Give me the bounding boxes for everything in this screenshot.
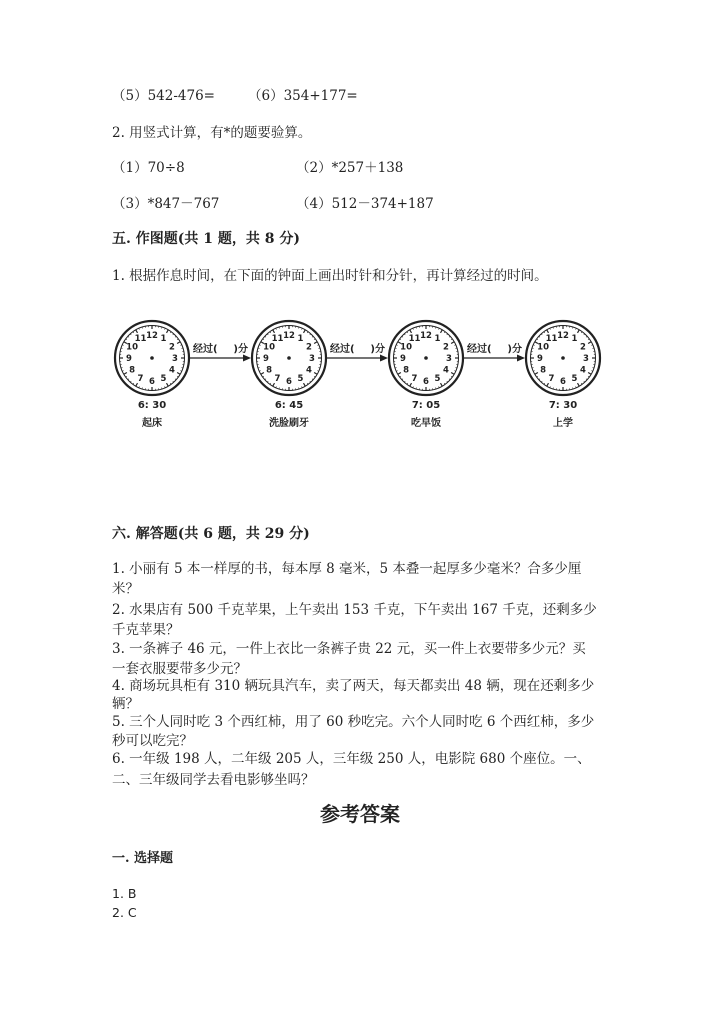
clock-numeral: 2 <box>305 342 312 353</box>
section6-line: 4. 商场玩具柜有 310 辆玩具汽车，卖了两天，每天都卖出 48 辆，现在还剩多少 <box>112 678 595 694</box>
clock-tick <box>304 330 306 333</box>
clock-time: 6: 30 <box>137 400 167 411</box>
clock-numeral: 9 <box>263 354 269 364</box>
clock-tick <box>265 379 266 380</box>
clock-tick <box>586 336 587 337</box>
clock-numeral: 11 <box>134 334 147 345</box>
clock-center-dot <box>561 356 565 360</box>
section2-item-1: （1）70÷8 <box>112 160 185 176</box>
clock-tick <box>130 381 131 382</box>
clock-tick <box>175 336 176 337</box>
clock-activity: 吃早饭 <box>411 418 441 429</box>
clock-numeral: 5 <box>160 373 167 384</box>
clock-tick <box>449 336 450 337</box>
clock-center-dot <box>150 356 154 360</box>
clock-tick <box>126 339 127 340</box>
clock-tick <box>312 379 313 380</box>
section6-line: 米？ <box>112 581 139 597</box>
clock-numeral: 8 <box>129 365 136 376</box>
clock-numeral: 4 <box>168 365 175 376</box>
clock-numeral: 11 <box>545 334 558 345</box>
calc-item-5: （5）542-476= <box>112 88 215 104</box>
clock-tick <box>270 383 271 384</box>
clock-tick <box>402 336 403 337</box>
clock-tick <box>444 332 445 333</box>
clock-numeral: 5 <box>434 373 441 384</box>
clock-numeral: 2 <box>168 342 175 353</box>
clock-numeral: 8 <box>403 365 410 376</box>
clock-numeral: 1 <box>434 334 441 345</box>
clock-diagram <box>108 318 612 434</box>
clock-numeral: 5 <box>571 373 578 384</box>
clock-tick <box>588 373 591 375</box>
clock-numeral: 12 <box>283 331 295 341</box>
clock-tick <box>449 379 450 380</box>
clock-tick <box>404 334 405 335</box>
clock-tick <box>451 376 452 377</box>
clock-tick <box>307 332 308 333</box>
clock-numeral: 6 <box>286 377 292 387</box>
clock-face <box>526 321 600 395</box>
clock-tick <box>581 383 582 384</box>
clock-tick <box>267 381 268 382</box>
clock-tick <box>535 373 538 375</box>
clock-numeral: 1 <box>571 334 578 345</box>
section2-instruction: 2. 用竖式计算，有*的题要验算。 <box>112 125 312 141</box>
clock-tick <box>541 381 542 382</box>
clock-activity: 洗脸刷牙 <box>269 418 309 429</box>
clock-face <box>389 321 463 395</box>
clock-tick <box>407 332 408 333</box>
elapsed-arrow <box>327 342 388 362</box>
section6-line: 一套衣服要带多少元？ <box>112 661 247 677</box>
clock-tick <box>441 383 443 386</box>
clock-tick <box>177 373 180 375</box>
clock-tick <box>312 336 313 337</box>
clock-numeral: 9 <box>537 354 543 364</box>
clock-tick <box>539 336 540 337</box>
section6-heading: 六. 解答题(共 6 题，共 29 分) <box>112 526 310 542</box>
clock-numeral: 11 <box>408 334 421 345</box>
clock-numeral: 6 <box>423 377 429 387</box>
clock-tick <box>407 383 408 384</box>
clock-tick <box>588 339 589 340</box>
clock-numeral: 8 <box>540 365 547 376</box>
clock-tick <box>177 376 178 377</box>
clock-numeral: 10 <box>400 342 413 353</box>
clock-time: 6: 45 <box>274 400 304 411</box>
clock-tick <box>544 332 545 333</box>
clock-tick <box>126 376 127 377</box>
clock-face <box>115 321 189 395</box>
clock-tick <box>304 383 306 386</box>
clock-tick <box>128 336 129 337</box>
clock-tick <box>578 330 580 333</box>
clock-numeral: 7 <box>274 373 281 384</box>
section6-line: 1. 小丽有 5 本一样厚的书，每本厚 8 毫米，5 本叠一起厚多少毫米？合多少厘 <box>112 561 582 577</box>
clock-tick <box>265 336 266 337</box>
clock-numeral: 4 <box>442 365 449 376</box>
clock-numeral: 7 <box>548 373 555 384</box>
clock-tick <box>270 332 271 333</box>
clock-numeral: 3 <box>583 354 589 364</box>
clock-activity: 起床 <box>142 418 162 429</box>
clock-numeral: 2 <box>579 342 586 353</box>
clock-tick <box>136 330 138 333</box>
section6-line: 2. 水果店有 500 千克苹果，上午卖出 153 千克，下午卖出 167 千克，还剩多少 <box>112 602 597 618</box>
clock-numeral: 3 <box>309 354 315 364</box>
clock-tick <box>447 381 448 382</box>
clock-tick <box>398 373 401 375</box>
clock-numeral: 6 <box>560 377 566 387</box>
clock-numeral: 10 <box>263 342 276 353</box>
clock-tick <box>584 334 585 335</box>
clock-tick <box>402 379 403 380</box>
clock-tick <box>544 383 545 384</box>
clock-tick <box>124 373 127 375</box>
clock-tick <box>400 339 401 340</box>
clock-tick <box>451 339 452 340</box>
answers-title: 参考答案 <box>320 802 400 826</box>
clock-tick <box>261 373 264 375</box>
clock-tick <box>541 334 542 335</box>
clock-tick <box>410 330 412 333</box>
clock-tick <box>133 383 134 384</box>
clock-tick <box>451 342 454 344</box>
clock-numeral: 7 <box>137 373 144 384</box>
clock-tick <box>130 334 131 335</box>
section6-line: 3. 一条裤子 46 元，一件上衣比一条裤子贵 22 元，买一件上衣要带多少元？买 <box>112 641 586 657</box>
section6-line: 二、三年级同学去看电影够坐吗？ <box>112 772 315 788</box>
clock-tick <box>451 373 454 375</box>
clock-time: 7: 30 <box>548 400 578 411</box>
clock-tick <box>167 330 169 333</box>
clock-tick <box>173 334 174 335</box>
clock-numeral: 5 <box>297 373 304 384</box>
section5-heading: 五. 作图题(共 1 题，共 8 分) <box>112 231 300 247</box>
elapsed-arrow <box>464 342 525 362</box>
clock-tick <box>588 342 591 344</box>
clock-tick <box>307 383 308 384</box>
section6-line: 5. 三个人同时吃 3 个西红柿，用了 60 秒吃完。六个人同时吃 6 个西红柿，多少 <box>112 714 595 730</box>
clock-tick <box>547 330 549 333</box>
clock-tick <box>441 330 443 333</box>
clock-numeral: 12 <box>146 331 158 341</box>
clock-tick <box>314 373 317 375</box>
clock-numeral: 3 <box>446 354 452 364</box>
clock-tick <box>539 379 540 380</box>
section6-line: 秒可以吃完？ <box>112 733 193 749</box>
arrow-label-right: )分 <box>370 344 385 355</box>
calc-item-6: （6）354+177= <box>248 88 358 104</box>
clock-center-dot <box>424 356 428 360</box>
clock-face <box>252 321 326 395</box>
clock-tick <box>314 376 315 377</box>
arrow-head <box>380 355 388 362</box>
clock-tick <box>537 376 538 377</box>
clock-tick <box>263 339 264 340</box>
section6-line: 辆？ <box>112 696 139 712</box>
section2-item-4: （4）512－374+187 <box>296 196 434 212</box>
clock-numeral: 10 <box>537 342 550 353</box>
clock-tick <box>177 342 180 344</box>
arrow-label-right: )分 <box>233 344 248 355</box>
clock-numeral: 1 <box>160 334 167 345</box>
clock-numeral: 3 <box>172 354 178 364</box>
clock-tick <box>267 334 268 335</box>
arrow-label-left: 经过( <box>193 344 218 355</box>
clock-tick <box>400 376 401 377</box>
clock-numeral: 6 <box>149 377 155 387</box>
clock-numeral: 9 <box>400 354 406 364</box>
arrow-label-left: 经过( <box>330 344 355 355</box>
clock-tick <box>310 381 311 382</box>
arrow-head <box>243 355 251 362</box>
clock-numeral: 12 <box>420 331 432 341</box>
clock-tick <box>404 381 405 382</box>
clock-tick <box>128 379 129 380</box>
clock-tick <box>314 342 317 344</box>
section2-item-3: （3）*847－767 <box>112 196 220 212</box>
clock-tick <box>581 332 582 333</box>
clock-numeral: 1 <box>297 334 304 345</box>
clock-tick <box>584 381 585 382</box>
clock-tick <box>173 381 174 382</box>
clock-numeral: 12 <box>557 331 569 341</box>
clock-tick <box>444 383 445 384</box>
arrow-label-right: )分 <box>507 344 522 355</box>
section2-item-2: （2）*257＋138 <box>296 160 404 176</box>
clock-time: 7: 05 <box>411 400 441 411</box>
clock-tick <box>310 334 311 335</box>
clock-tick <box>447 334 448 335</box>
answers-heading: 一. 选择题 <box>112 851 174 866</box>
section6-line: 千克苹果？ <box>112 622 180 638</box>
clock-tick <box>263 376 264 377</box>
clock-numeral: 4 <box>305 365 312 376</box>
clock-center-dot <box>287 356 291 360</box>
answer-2: 2. C <box>112 905 137 920</box>
clock-numeral: 9 <box>126 354 132 364</box>
clock-numeral: 4 <box>579 365 586 376</box>
arrow-label-left: 经过( <box>467 344 492 355</box>
clock-activity: 上学 <box>553 418 573 429</box>
clock-numeral: 11 <box>271 334 284 345</box>
clock-numeral: 2 <box>442 342 449 353</box>
clock-tick <box>586 379 587 380</box>
answer-1: 1. B <box>112 886 137 901</box>
arrow-head <box>517 355 525 362</box>
section5-question: 1. 根据作息时间，在下面的钟面上画出时针和分针，再计算经过的时间。 <box>112 268 548 284</box>
elapsed-arrow <box>190 342 251 362</box>
clock-tick <box>167 383 169 386</box>
clock-tick <box>133 332 134 333</box>
clock-tick <box>170 383 171 384</box>
clock-numeral: 10 <box>126 342 139 353</box>
section6-line: 6. 一年级 198 人，二年级 205 人，三年级 250 人，电影院 680 个座位。一、 <box>112 751 591 767</box>
clock-tick <box>537 339 538 340</box>
clock-tick <box>588 376 589 377</box>
clock-tick <box>175 379 176 380</box>
clock-tick <box>177 339 178 340</box>
clock-tick <box>314 339 315 340</box>
clock-tick <box>273 330 275 333</box>
clock-numeral: 7 <box>411 373 418 384</box>
clock-numeral: 8 <box>266 365 273 376</box>
clock-tick <box>578 383 580 386</box>
clock-tick <box>170 332 171 333</box>
